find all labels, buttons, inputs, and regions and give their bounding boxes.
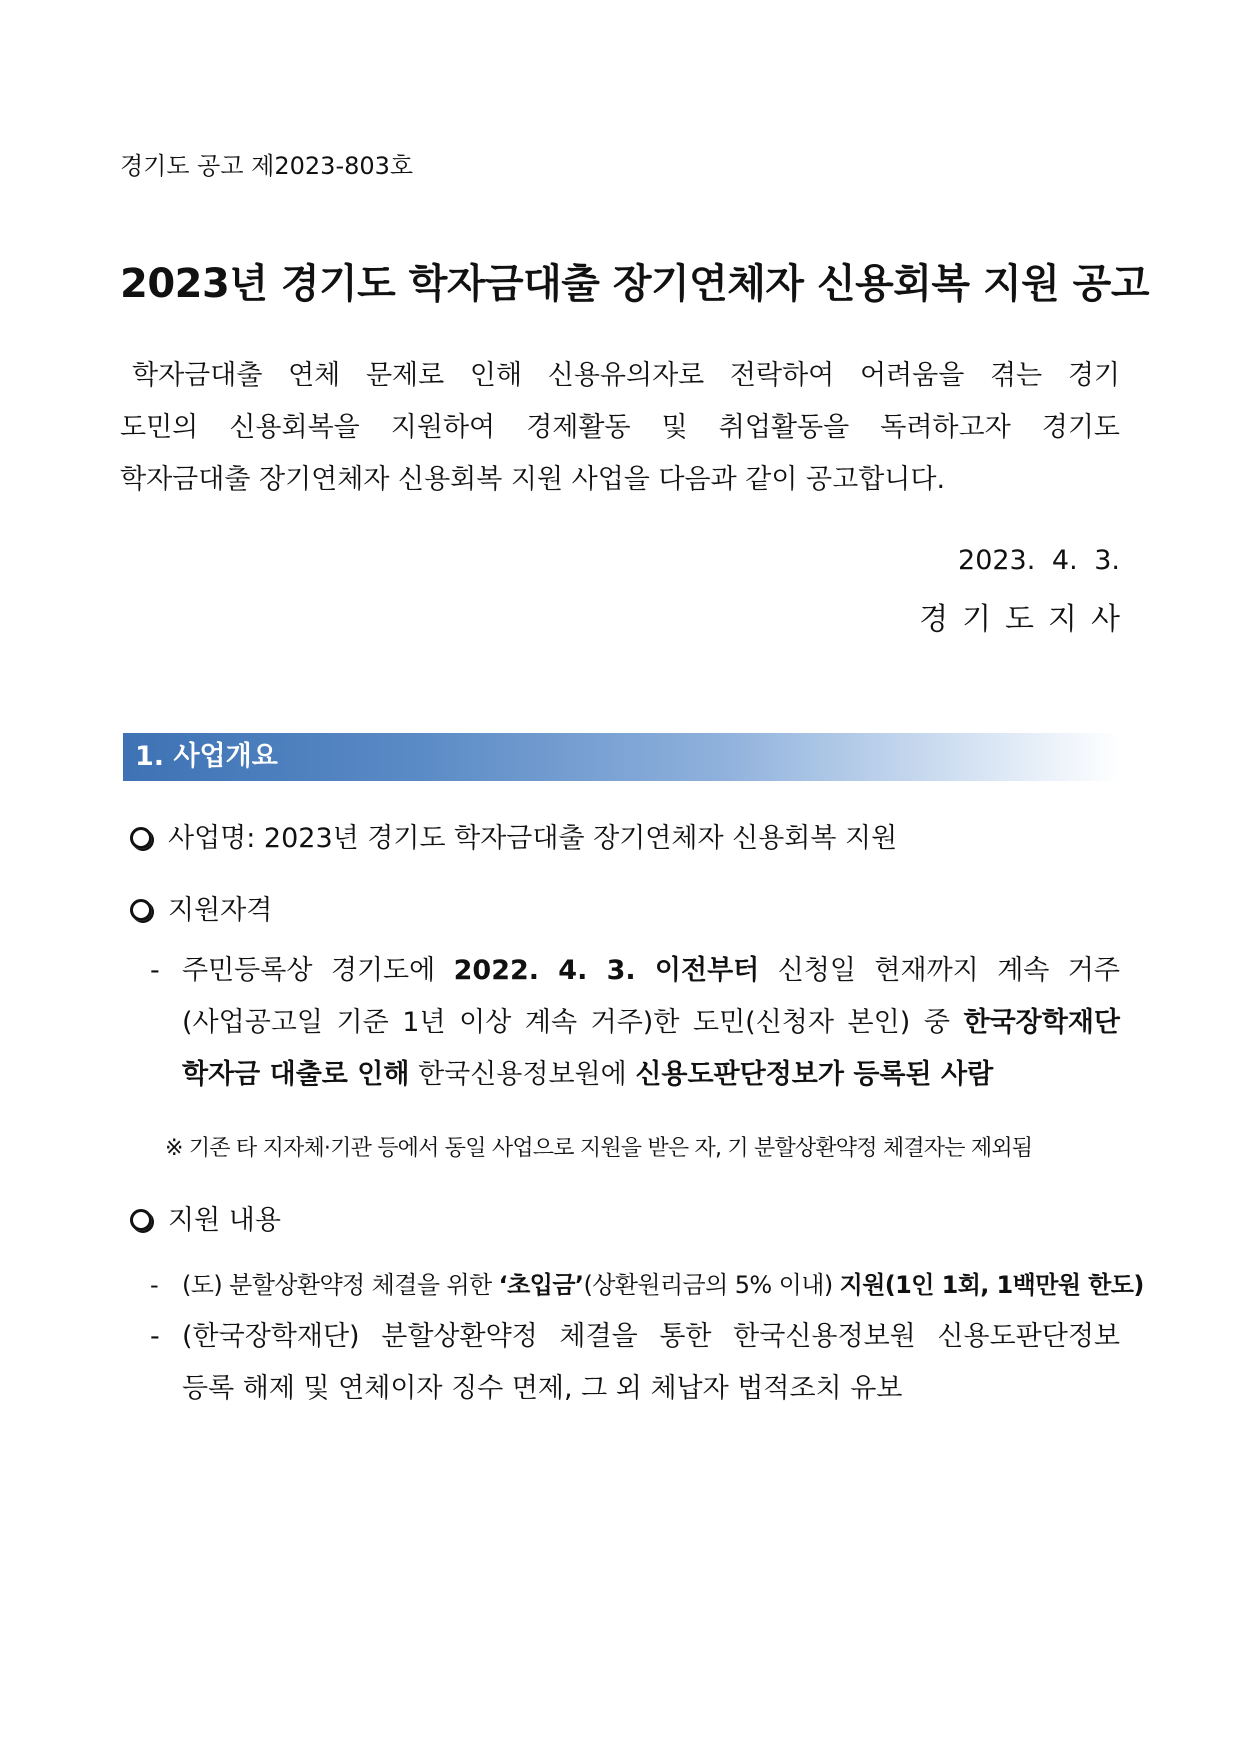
support-text: (도) 분할상환약정 체결을 위한 — [182, 1271, 492, 1299]
eligibility-text: 한국신용정보원에 — [418, 1059, 627, 1090]
intro-line: 도민의 신용회복을 지원하여 경제활동 및 취업활동을 독려하고자 경기도 — [120, 412, 1120, 443]
notice-number: 경기도 공고 제2023-803호 — [120, 152, 414, 180]
eligibility-line — [182, 997, 1120, 1049]
eligibility-text: 신청일 현재까지 계속 거주 — [777, 955, 1120, 986]
eligibility-date-emphasis: 2022. 4. 3. 이전부터 — [453, 955, 760, 986]
support-line: (한국장학재단) 분할상환약정 체결을 통한 한국신용정보원 신용도판단정보 — [182, 1321, 1120, 1352]
eligibility-heading — [130, 891, 272, 931]
eligibility-line — [182, 1049, 1120, 1101]
support-line: 등록 해제 및 연체이자 징수 면제, 그 외 체납자 법적조치 유보 — [182, 1373, 903, 1404]
section-title: 1. 사업개요 — [135, 741, 278, 772]
support-item — [150, 1311, 1120, 1415]
eligibility-org-emphasis: 한국장학재단 — [963, 1007, 1120, 1038]
circle-bullet-icon — [130, 899, 152, 921]
circle-bullet-icon — [130, 1209, 152, 1231]
eligibility-line — [182, 945, 1120, 997]
notice-date: 2023. 4. 3. — [958, 545, 1120, 576]
circle-bullet-icon — [130, 827, 152, 849]
support-emphasis: 지원(1인 1회, 1백만원 한도) — [839, 1271, 1144, 1299]
eligibility-heading-text: 지원자격 — [168, 895, 273, 926]
support-heading-text: 지원 내용 — [168, 1205, 281, 1236]
intro-line: 학자금대출 장기연체자 신용회복 지원 사업을 다음과 같이 공고합니다. — [120, 464, 946, 495]
dash-marker: - — [150, 1271, 159, 1299]
support-line — [182, 1259, 1144, 1311]
business-name-item — [130, 819, 897, 859]
dash-marker: - — [150, 1321, 160, 1352]
dash-marker: - — [150, 955, 160, 986]
intro-paragraph — [120, 350, 1120, 506]
exclusion-note: ※ 기존 타 지자체·기관 등에서 동일 사업으로 지원을 받은 자, 기 분할상환약정 체결자는 제외됨 — [165, 1136, 1033, 1161]
eligibility-emphasis: 학자금 대출로 인해 — [182, 1059, 410, 1090]
business-name-text: 사업명: 2023년 경기도 학자금대출 장기연체자 신용회복 지원 — [168, 823, 898, 854]
issuer-name: 경기도지사 — [919, 602, 1134, 637]
document-title: 2023년 경기도 학자금대출 장기연체자 신용회복 지원 공고 — [120, 261, 1149, 307]
intro-line: 학자금대출 연체 문제로 인해 신용유의자로 전락하여 어려움을 겪는 경기 — [132, 360, 1120, 391]
section-header-bar — [123, 733, 1120, 781]
eligibility-item — [150, 945, 1120, 1101]
eligibility-text: (사업공고일 기준 1년 이상 계속 거주)한 도민(신청자 본인) 중 — [182, 1007, 950, 1038]
support-emphasis: ‘초입금’ — [498, 1271, 584, 1299]
eligibility-emphasis: 신용도판단정보가 등록된 사람 — [635, 1059, 994, 1090]
support-item — [150, 1259, 1144, 1311]
support-text: (상환원리금의 5% 이내) — [583, 1271, 833, 1299]
support-heading — [130, 1201, 281, 1241]
eligibility-text: 주민등록상 경기도에 — [182, 955, 436, 986]
